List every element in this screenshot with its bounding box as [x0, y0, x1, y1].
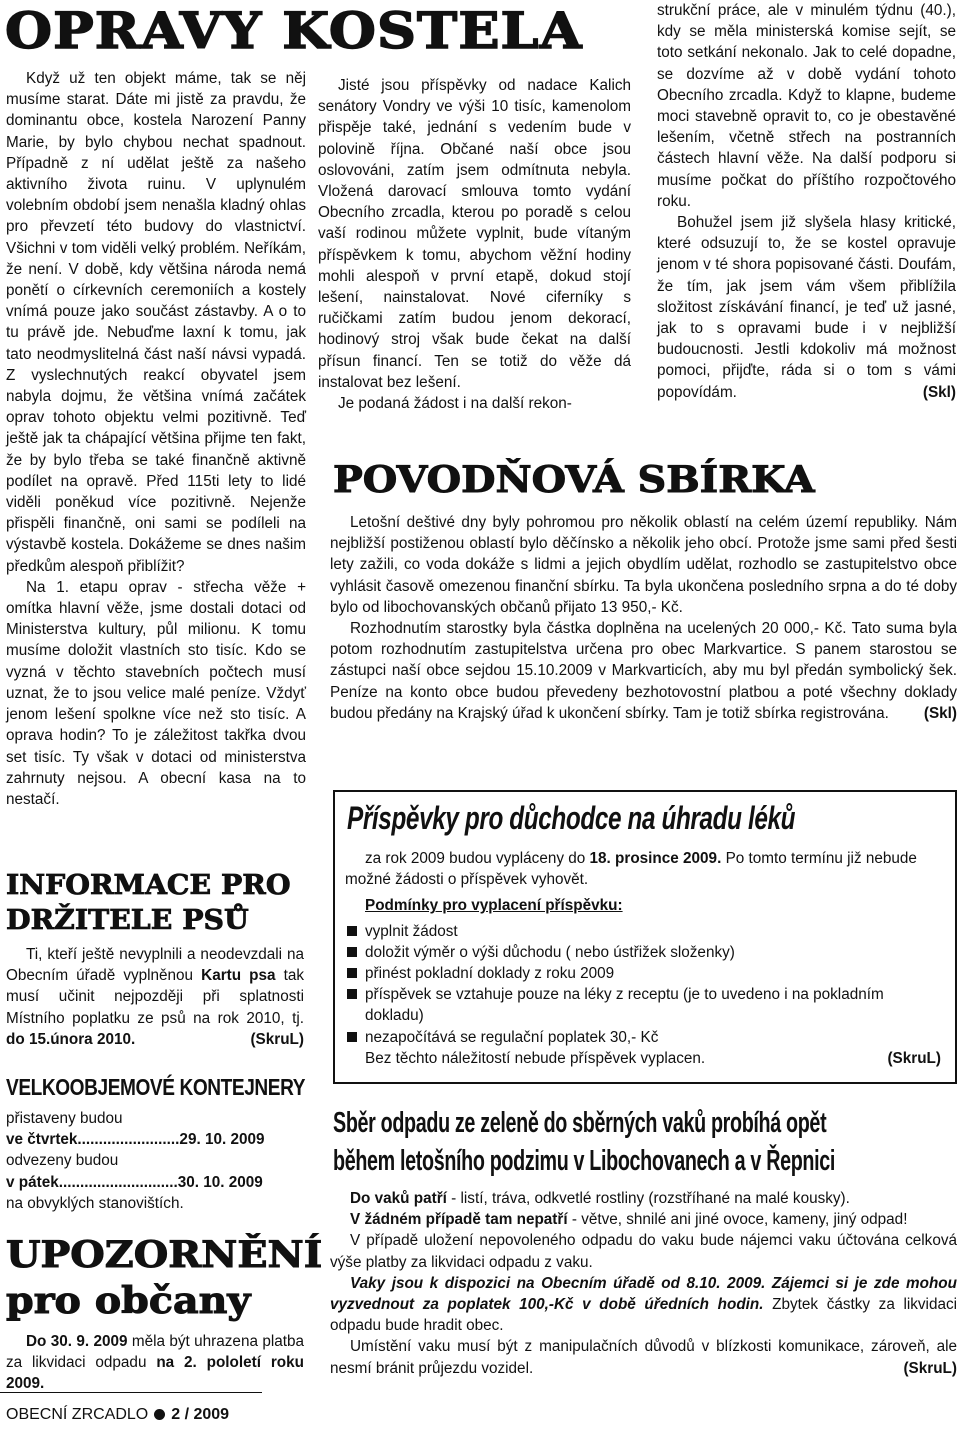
- pension-conditions-list: [345, 921, 941, 1048]
- notice-text: Do 30. 9. 2009 měla být uhrazena platba za likvidaci odpadu na 2. pololetí roku 2009.: [6, 1333, 304, 1393]
- list-item: doložit výměr o výši důchodu ( nebo ústřižek složenky): [345, 942, 941, 963]
- containers-title: VELKOOBJEMOVÉ KONTEJNERY: [6, 1074, 306, 1100]
- church-paragraph-6: Bohužel jsem již slyšela hlasy kritické, které odsuzují to, že se kostel opravuje jenom v té shora popisované části. Doufám, že tím, jak jsem vám všem přiblížila složitost získávání financí, je teď už jasné, jak to s opravami bude i v nejbližší budoucnosti. Jestli kdokoliv má možnost pomoci, přijďte, ráda si o tom s vámi popovídám. (Skl): [657, 212, 956, 403]
- notice-title-line-1: UPOZORNĚNÍ: [6, 1234, 323, 1276]
- dogs-signature: (SkruL): [250, 1030, 304, 1048]
- list-item: příspěvek se vztahuje pouze na léky z receptu (je to uvedeno i na pokladním dokladu): [345, 984, 941, 1026]
- bullet-dot-icon: [154, 1409, 165, 1420]
- pension-text: za rok 2009 budou vypláceny do 18. prosince 2009. Po tomto termínu již nebude možné žádosti o příspěvek vyhovět. Podmínky pro vyplacení příspěvku: vyplnit žádost doložit výměr o výši důchodu ( nebo ústřižek složenky) přinést pokladní doklady z roku 2009 příspěvek se vztahuje pouze na léky z receptu (je to uvedeno i na pokladním dokladu) nezapočítává se regulační poplatek 30,- Kč Bez těchto náležitostí nebude příspěvek vyplacen. (SkruL): [345, 848, 941, 1069]
- flood-text: [330, 512, 957, 724]
- footer-divider: [0, 1392, 262, 1393]
- dogs-text: Ti, kteří ještě nevyplnili a neodevzdali na Obecním úřadě vyplněnou Kartu psa tak musí učinit nejpozději při splatnosti Místního poplatku ze psů na rok 2010, tj. do 15.února 2010. (SkruL): [6, 944, 304, 1050]
- dogs-title-line-2: DRŽITELE PSŮ: [6, 905, 249, 936]
- paper-name: OBECNÍ ZRCADLO: [6, 1406, 149, 1423]
- waste-signature: (SkruL): [903, 1359, 957, 1377]
- list-item: přinést pokladní doklady z roku 2009: [345, 963, 941, 984]
- church-title: OPRAVY KOSTELA: [5, 1, 583, 60]
- church-paragraph-5: strukční práce, ale v minulém týdnu (40.), kdy se měla ministerská komise sejít, se toto setkání nekonalo. Jak to celé dopadne, se dozvíme až v době vydání tohoto Obecního zrcadla. Když to klapne, budeme moci stavebně opravit to, co je obestavěné lešením, včetně střech na postranních částech hlavní věže. Na další podporu si musíme počkat do příštího rozpočtového roku.: [657, 2, 956, 210]
- issue-number: 2 / 2009: [171, 1406, 230, 1423]
- church-paragraph-1: Když už ten objekt máme, tak se něj musíme starat. Dáte mi jistě za pravdu, že dominantu obce, kostela Narození Panny Marie, by bylo chybou nechat spadnout. Případně z ní udělat ještě za našeho aktivního života ruinu. V uplynulém volebním období jsem nenašla kladný ohlas pro převzetí této budovy do vlastnictví. Všichni v tom viděli velký problém. Neříkám, že není. V době, kdy většina národa nemá ponětí o církevních ceremoniích a kostely vnímá pouze jako součást zástavby. A o to tu právě jde. Nebuďme laxní k tomu, jak tato neodmyslitelná část naší návsi vypadá. Z vyslechnutých reakcí obyvatel jsem nabyla dojmu, že většina vnímá začátek oprav tohoto objektu velmi pozitivně. Teď ještě jak ta chápající většina přijme ten fakt, že by bylo třeba se také finančně aktivně podílet na opravě. Před 115ti lety to lidé viděli poněkud více pozitivně. Nejenže přispěli finančně, oni sami se podíleli na výstavbě kostela. Dokážeme se dnes našim předkům alespoň přiblížit?: [6, 70, 306, 575]
- square-bullet-icon: [347, 926, 357, 936]
- flood-signature: (Skl): [923, 704, 957, 722]
- pension-signature: (SkruL): [887, 1049, 941, 1067]
- square-bullet-icon: [347, 968, 357, 978]
- dogs-title-line-1: INFORMACE PRO: [6, 870, 291, 901]
- church-paragraph-3: Jisté jsou příspěvky od nadace Kalich senátory Vondry ve výši 10 tisíc, kamenolom přispěje také, jednání s vedením bude v polovině října. Občané naší obce jsou oslovováni, zatím jsem odmítnuta nebyla. Vložená darovací smlouva tomto vydání Obecního zrcadla, kterou po poradě s celou vaší rodinou můžete vyplnit, bude vítaným příspěvkem k tomu, abychom věžní hodiny mohli alespoň v první etapě, dokud stojí lešení, nainstalovat. Nové ciferníky s ručičkami zatím budou jenom dekorací, hodinový stroj však bude čekat na další přísun financí. Ten se totiž do věže dá instalovat bez lešení.: [318, 77, 631, 391]
- pension-conditions-title: Podmínky pro vyplacení příspěvku:: [365, 897, 623, 915]
- notice-title-line-2: pro občany: [6, 1280, 251, 1322]
- list-item: vyplnit žádost: [345, 921, 941, 942]
- square-bullet-icon: [347, 1032, 357, 1042]
- waste-title-line-1: Sběr odpadu ze zeleně do sběrných vaků probíhá opět: [333, 1107, 827, 1139]
- church-paragraph-4: Je podaná žádost i na další rekon-: [338, 395, 572, 413]
- square-bullet-icon: [347, 989, 357, 999]
- containers-text: přistaveny budou ve čtvrtek........................29. 10. 2009 odvezeny budou v pátek............................30. 10. 2009 na obvyklých stanovištích.: [6, 1110, 265, 1212]
- church-column-2: [318, 75, 631, 414]
- waste-title-line-2: během letošního podzimu v Libochovanech a v Řepnici: [333, 1145, 836, 1177]
- square-bullet-icon: [347, 947, 357, 957]
- pension-title: Příspěvky pro důchodce na úhradu léků: [347, 800, 796, 836]
- church-signature: (Skl): [922, 383, 956, 401]
- church-column-1: [6, 68, 306, 810]
- church-paragraph-2: Na 1. etapu oprav - střecha věže + omítka hlavní věže, jsme dostali dotaci od Ministerstva kultury, půl milionu. K tomu musíme doložit vlastních sto tisíc. Kdo se vyzná v těchto stavebních počtech musí uznat, že to jsou velice malé peníze. Vždyť jenom lešení spolkne více než sto tisíc. A oprava hodin? To je záležitost takřka dvou set tisíc. Ty však v dotaci od ministerstva zahrnuty nejsou. A obecní kasa na to nestačí.: [6, 578, 306, 808]
- list-item: nezapočítává se regulační poplatek 30,- Kč: [345, 1027, 941, 1048]
- flood-paragraph-2: Rozhodnutím starostky byla částka doplněna na ucelených 20 000,- Kč. Tato suma byla potom rozhodnutím zastupitelstva určena pro obec Markvartice. S panem starostou se zástupci naší obce sejdou 15.10.2009 v Markvarticích, aby mu byl předán symbolický šek. Peníze na konto obce budou převedeny bezhotovostní platbou a poté všechny doklady budou předány na Krajský úřad k ukončení sbírky. Tam je totiž sbírka registrována. (Skl): [330, 618, 957, 724]
- flood-paragraph-1: Letošní deštivé dny byly pohromou pro několik oblastí na celém území republiky. Nám nejbližší postiženou oblastí bylo děčínsko a několik jeho obcí. Protože jsme sami před šesti lety zažili, co voda dokáže s lidmi a jejich obydlím udělat, rozhodlo se zastupitelstvo obce vyhlásit časově omezenou finanční sbírku. Ta byla ukončena posledního srpna a do té doby bylo od libochovanských občanů přijato 13 950,- Kč.: [330, 514, 957, 616]
- waste-text: Do vaků patří - listí, tráva, odkvetlé rostliny (rozstříhané na malé kousky). V žádném případě tam nepatří - větve, shnilé ani jiné ovoce, kameny, jiný odpad! V případě uložení nepovoleného odpadu do vaku bude nájemci vaku účtována celková výše platby za likvidaci odpadu z vaku. Vaky jsou k dispozici na Obecním úřadě od 8.10. 2009. Zájemci si je zde mohou vyzvednout za poplatek 100,-Kč v době úředních hodin. Zbytek částky za likvidaci odpadu bude hradit obec. Umístění vaku musí být z manipulačních důvodů v blízkosti komunikace, zároveň, ale nesmí bránit průjezdu vozidel. (SkruL): [330, 1188, 957, 1379]
- church-column-3: [657, 0, 956, 403]
- flood-title: POVODŇOVÁ SBÍRKA: [333, 459, 815, 501]
- footer: [6, 1406, 229, 1424]
